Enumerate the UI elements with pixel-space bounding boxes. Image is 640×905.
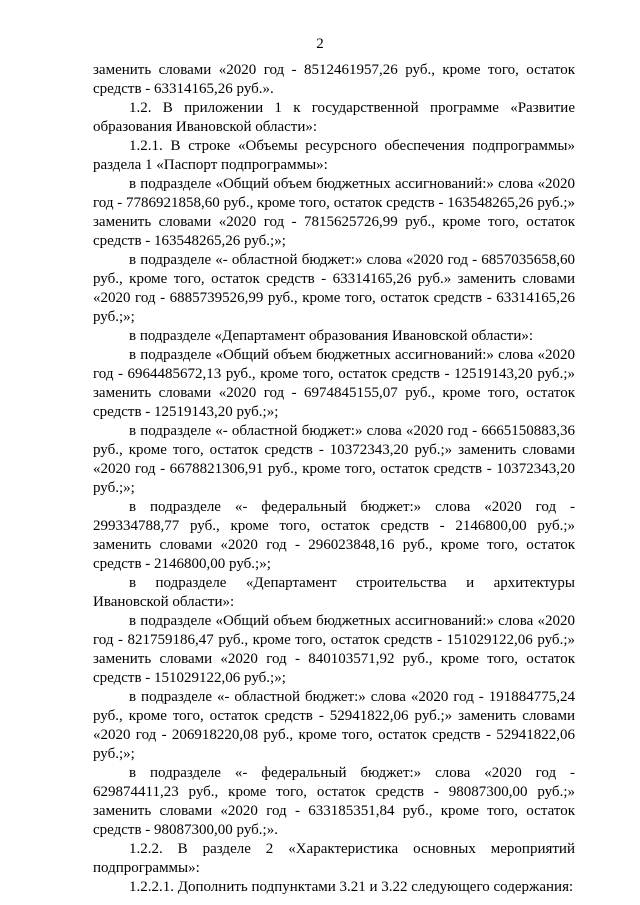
paragraph: заменить словами «2020 год - 8512461957,26 руб., кроме того, остаток средств - 63314165,26 руб.». — [93, 62, 575, 97]
paragraph: в подразделе «Общий объем бюджетных ассигнований:» слова «2020 год - 7786921858,60 руб., кроме того, остаток средств - 163548265,26 руб.;» заменить словами «2020 год - 7815625726,99 руб., кроме того, остаток средств - 163548265,26 руб.;»; — [93, 176, 575, 249]
paragraph: 1.2.1. В строке «Объемы ресурсного обеспечения подпрограммы» раздела 1 «Паспорт подпрограммы»: — [93, 138, 575, 173]
paragraph: 1.2.2. В разделе 2 «Характеристика основных мероприятий подпрограммы»: — [93, 841, 575, 876]
paragraph: в подразделе «Общий объем бюджетных ассигнований:» слова «2020 год - 821759186,47 руб., кроме того, остаток средств - 151029122,06 руб.;» заменить словами «2020 год - 840103571,92 руб., кроме того, остаток средств - 151029122,06 руб.;»; — [93, 613, 575, 686]
paragraph: 1.2. В приложении 1 к государственной программе «Развитие образования Ивановской области»: — [93, 100, 575, 135]
paragraph: 1.2.2.1. Дополнить подпунктами 3.21 и 3.22 следующего содержания: — [129, 879, 574, 895]
paragraph: в подразделе «Департамент строительства и архитектуры Ивановской области»: — [93, 575, 575, 610]
paragraph: в подразделе «Общий объем бюджетных ассигнований:» слова «2020 год - 6964485672,13 руб., кроме того, остаток средств - 12519143,20 руб.;» заменить словами «2020 год - 6974845155,07 руб., кроме того, остаток средств - 12519143,20 руб.;»; — [93, 347, 575, 420]
document-body — [93, 61, 575, 897]
paragraph: в подразделе «- областной бюджет:» слова «2020 год - 191884775,24 руб., кроме того, остаток средств - 52941822,06 руб.;» заменить словами «2020 год - 206918220,08 руб., кроме того, остаток средств - 52941822,06 руб.;»; — [93, 689, 575, 762]
paragraph: в подразделе «- федеральный бюджет:» слова «2020 год - 299334788,77 руб., кроме того, остаток средств - 2146800,00 руб.;» заменить словами «2020 год - 296023848,16 руб., кроме того, остаток средств - 2146800,00 руб.;»; — [93, 499, 575, 572]
paragraph: в подразделе «- федеральный бюджет:» слова «2020 год - 629874411,23 руб., кроме того, остаток средств - 98087300,00 руб.;» заменить словами «2020 год - 633185351,84 руб., кроме того, остаток средств - 98087300,00 руб.;». — [93, 765, 575, 838]
paragraph: в подразделе «Департамент образования Ивановской области»: — [129, 328, 534, 344]
paragraph: в подразделе «- областной бюджет:» слова «2020 год - 6665150883,36 руб., кроме того, остаток средств - 10372343,20 руб.;» заменить словами «2020 год - 6678821306,91 руб., кроме того, остаток средств - 10372343,20 руб.;»; — [93, 423, 575, 496]
page-number: 2 — [316, 36, 324, 52]
paragraph: в подразделе «- областной бюджет:» слова «2020 год - 6857035658,60 руб., кроме того, остаток средств - 63314165,26 руб.» заменить словами «2020 год - 6885739526,99 руб., кроме того, остаток средств - 63314165,26 руб.;»; — [93, 252, 575, 325]
